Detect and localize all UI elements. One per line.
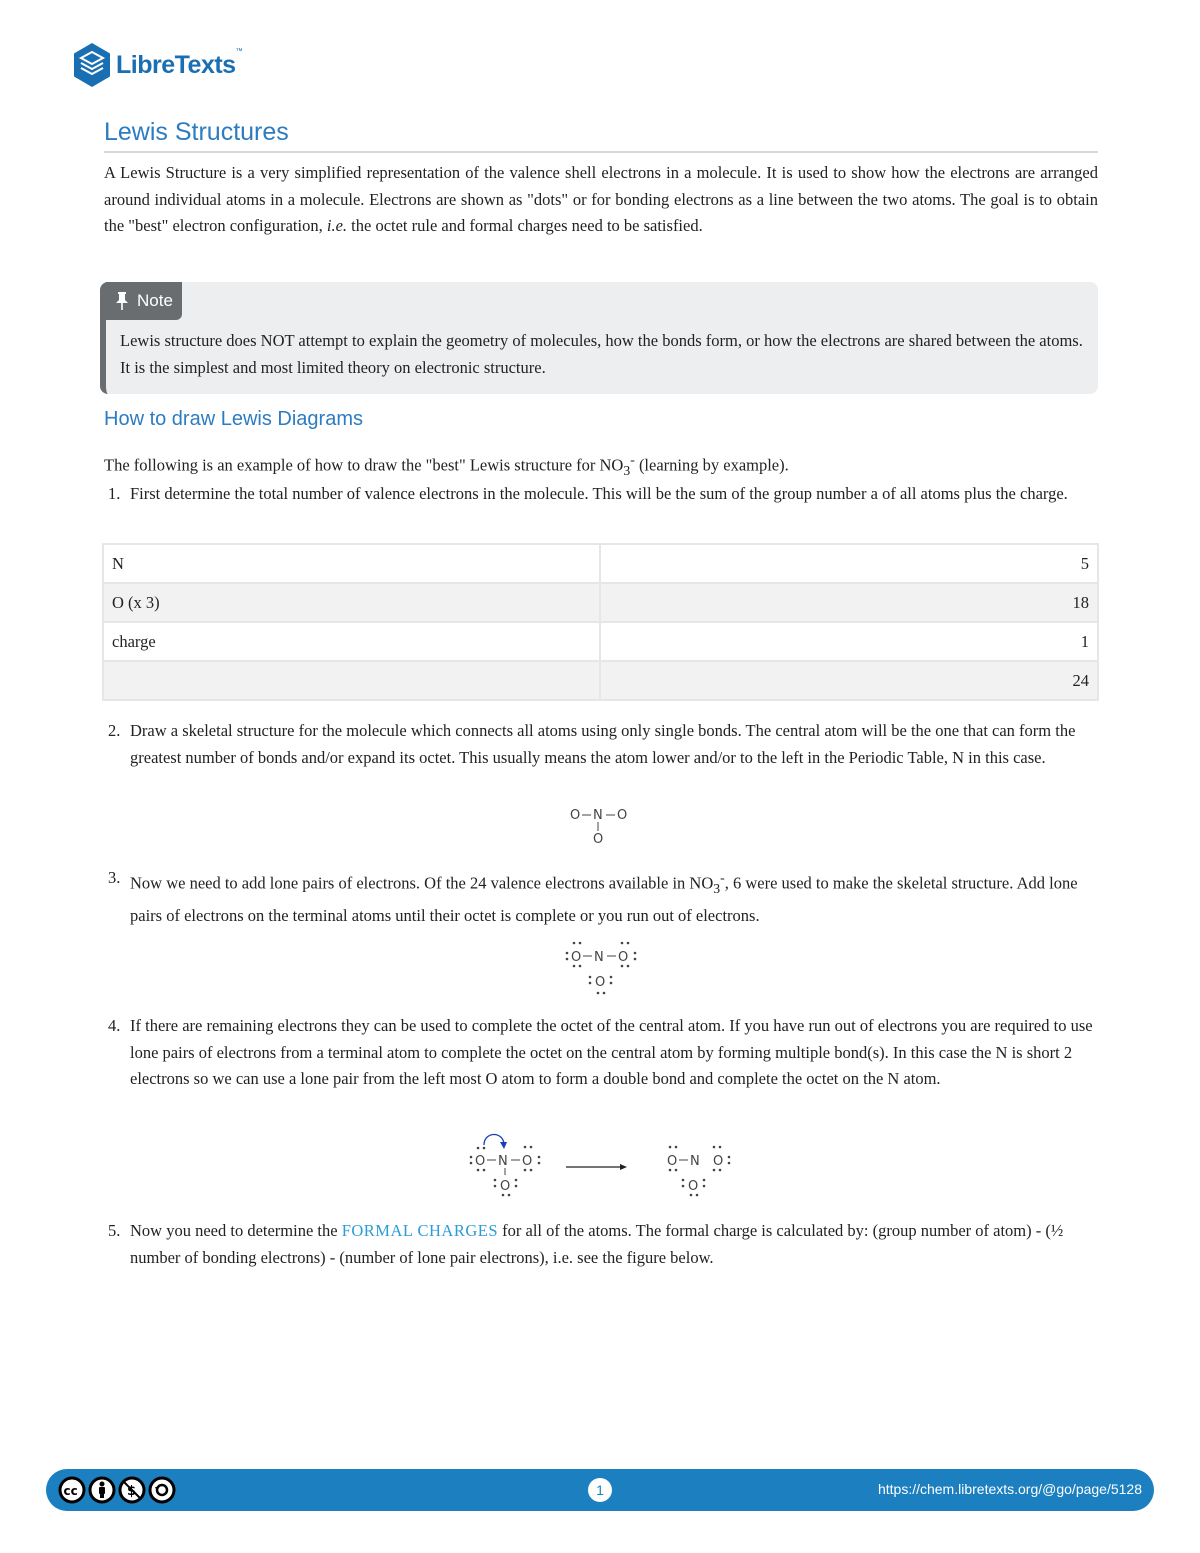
table-row	[103, 622, 1098, 661]
table-row	[103, 544, 1098, 583]
formal-charges-link[interactable]: FORMAL CHARGES	[341, 1221, 498, 1240]
lead-paragraph: The following is an example of how to draw the "best" Lewis structure for $NO_3^-$ (learning by example).	[104, 452, 789, 478]
table-cell-label: charge	[103, 622, 600, 661]
step-text: If there are remaining electrons they can be used to complete the octet of the central atom. If you have run out of electrons you are required to use lone pairs of electrons from a terminal atom to complete the octet on the central atom by forming multiple bond(s). In this case the N is short 2 electrons so we can use a lone pair from the left most O atom to form a double bond and complete the octet on the N atom.	[130, 1016, 1093, 1089]
by-icon	[88, 1476, 118, 1504]
step-number: 2.	[108, 721, 121, 740]
intro-paragraph: A Lewis Structure is a very simplified representation of the valence shell electrons in a molecule. It is used to show how the electrons are arranged around individual atoms in a molecule. Electrons are shown as "dots" or for bonding electrons as a line between the two atoms. The goal is to obtain the "best" electron configuration, i.e. the octet rule and formal charges need to be satisfied.	[104, 163, 1098, 236]
note-box	[100, 282, 1098, 394]
step-number: 5.	[108, 1221, 121, 1240]
section-heading: How to draw Lewis Diagrams	[104, 408, 363, 430]
page-url[interactable]: https://chem.libretexts.org/@go/page/5128	[877, 1481, 1142, 1497]
table-cell-value: 18	[600, 583, 1098, 622]
atom-o-left: O	[571, 950, 582, 965]
step-1	[104, 481, 1098, 508]
libretexts-logo[interactable]	[72, 42, 243, 88]
atom-o-left: O	[667, 1154, 678, 1169]
cc-license-badge[interactable]	[58, 1476, 178, 1504]
atom-o-right: O	[713, 1154, 724, 1169]
step-text: Draw a skeletal structure for the molecule which connects all atoms using only single bonds. The central atom will be the one that can form the greatest number of bonds and/or expand its octet. This usually means the atom lower and/or to the left in the Periodic Table, N in this case.	[130, 721, 1076, 767]
step-4	[104, 1013, 1098, 1093]
atom-o-left: O	[475, 1154, 486, 1169]
table-cell-label	[103, 661, 600, 700]
sa-icon	[148, 1476, 178, 1504]
atom-o-bottom: O	[500, 1179, 511, 1194]
step-number: 3.	[108, 868, 121, 887]
step-5	[104, 1218, 1098, 1271]
atom-o-bottom: O	[595, 975, 606, 990]
atom-o-right: O	[618, 950, 629, 965]
step-3	[104, 865, 1098, 929]
atom-o-right: O	[617, 808, 628, 823]
atom-n-center: N	[690, 1154, 700, 1169]
atom-o-bottom: O	[688, 1179, 699, 1194]
atom-o-right: O	[522, 1154, 533, 1169]
reaction-arrowhead-icon	[620, 1164, 627, 1170]
libretexts-logo-icon	[72, 42, 112, 88]
step-text: Now you need to determine the FORMAL CHARGES for all of the atoms. The formal charge is calculated by: (group number of atom) - (½ number of bonding electrons) - (number of lone pair electrons), i.e. see the figure below.	[130, 1221, 1064, 1267]
arrowhead-icon	[500, 1142, 507, 1149]
table-cell-total: 24	[600, 661, 1098, 700]
step-text: First determine the total number of valence electrons in the molecule. This will be the sum of the group number a of all atoms plus the charge.	[130, 484, 1068, 503]
note-label: Note	[137, 291, 173, 310]
atom-o-bottom: O	[593, 832, 604, 847]
note-body: Lewis structure does NOT attempt to explain the geometry of molecules, how the bonds form, or how the electrons are shared between the atoms. It is the simplest and most limited theory on electronic structure.	[120, 331, 1083, 377]
cc-icon	[58, 1476, 88, 1504]
table-row	[103, 583, 1098, 622]
atom-n-center: N	[593, 808, 603, 823]
page-number: 1	[588, 1478, 612, 1502]
page-footer	[46, 1469, 1154, 1511]
valence-electron-table	[102, 543, 1099, 701]
atom-n-center: N	[498, 1154, 508, 1169]
table-cell-value: 1	[600, 622, 1098, 661]
table-row-total	[103, 661, 1098, 700]
svg-text:$: $	[127, 1484, 137, 1499]
step-number: 4.	[108, 1016, 121, 1035]
table-cell-label: N	[103, 544, 600, 583]
pin-icon	[115, 292, 129, 310]
skeletal-structure-figure	[560, 800, 640, 850]
trademark-mark: ™	[235, 48, 243, 55]
svg-text:cc: cc	[63, 1484, 78, 1498]
table-cell-value: 5	[600, 544, 1098, 583]
double-bond-formation-figure	[460, 1125, 745, 1200]
step-text: Now we need to add lone pairs of electrons. Of the 24 valence electrons available in $NO_3^-$, 6 were used to make the skeletal structure. Add lone pairs of electrons on the terminal atoms until their octet is complete or you run out of electrons.	[130, 870, 1078, 925]
table-cell-label: O (x 3)	[103, 583, 600, 622]
atom-o-left: O	[570, 808, 581, 823]
atom-n-center: N	[594, 950, 604, 965]
nc-icon	[118, 1476, 148, 1504]
note-tag	[105, 282, 182, 320]
step-2	[104, 718, 1098, 771]
lone-pairs-structure-figure	[555, 935, 650, 1000]
page-title: Lewis Structures	[104, 118, 1098, 153]
step-number: 1.	[108, 484, 121, 503]
libretexts-logo-text: LibreTexts	[116, 50, 236, 79]
